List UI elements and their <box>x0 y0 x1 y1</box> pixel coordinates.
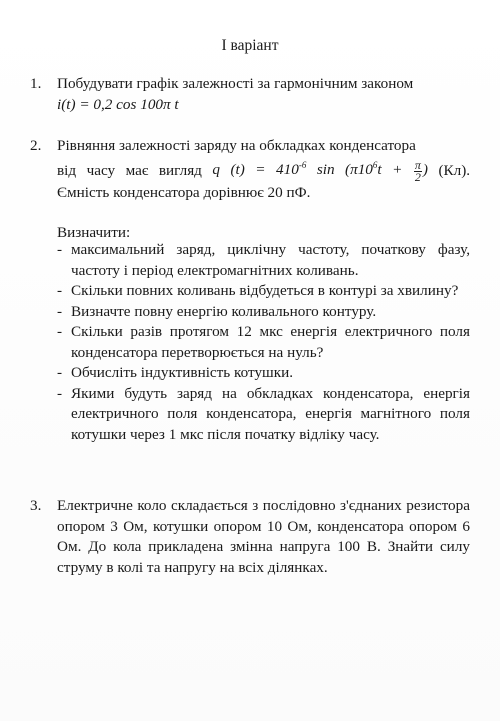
question-item: - Якими будуть заряд на обкладках конденсатора, енергія електричного поля конденсатора, енергія магнітного поля котушки через 1 мкс після початку відліку часу. <box>57 384 470 443</box>
determine-label: Визначити: <box>57 224 131 241</box>
task-1-body <box>57 74 470 115</box>
equation-q-exponent: -6 <box>298 160 307 171</box>
task-3 <box>30 496 470 578</box>
task-2 <box>30 136 470 244</box>
fraction-denominator: 2 <box>414 169 421 184</box>
question-item: - Визначте повну енергію коливального контуру. <box>57 302 377 320</box>
task-1-number: 1. <box>30 75 42 92</box>
equation-t-text: t + <box>377 161 403 179</box>
question-item: - Обчисліть індуктивність котушки. <box>57 364 294 381</box>
question-list <box>57 240 470 445</box>
task-2-intro: Рівняння залежності заряду на обкладках конденсатора <box>57 137 416 154</box>
equation-prefix: від часу має вигляд <box>57 161 202 179</box>
equation-close-paren: ) <box>422 161 428 179</box>
task-1-text: Побудувати графік залежності за гармонічним законом <box>57 75 414 92</box>
question-item: - Скільки разів протягом 12 мкс енергія електричного поля конденсатора перетворюється на нуль? <box>57 323 470 361</box>
equation-unit: (Кл). <box>438 161 471 179</box>
task-3-body <box>57 496 470 578</box>
fraction-numerator: π <box>414 157 421 172</box>
equation-fraction <box>414 157 422 184</box>
equation-sin-exponent: 6 <box>372 160 378 171</box>
task-3-text: Електричне коло складається з послідовно з'єднаних резистора опором 3 Ом, котушки опором 10 Ом, конденсатора опором 6 Ом. До кола прикладена змінна напруга 100 В. Знайти силу струму в колі та напругу на всіх ділянках. <box>57 497 470 576</box>
question-item: - Скільки повних коливань відбудеться в контурі за хвилину? <box>57 282 459 299</box>
task-2-equation-line <box>57 157 471 184</box>
task-1 <box>30 74 470 115</box>
task-2-capacity: Ємність конденсатора дорівнює 20 пФ. <box>57 183 311 201</box>
variant-title: І варіант <box>221 37 279 54</box>
equation-q-text: q (t) = 410 <box>212 161 299 179</box>
question-item: - максимальний заряд, циклічну частоту, початкову фазу, частоту і період електромагнітних коливань. <box>57 241 470 279</box>
equation-charge <box>212 157 428 184</box>
task-2-questions <box>30 240 470 445</box>
equation-sin-text: sin (π10 <box>316 161 373 179</box>
task-1-formula: i(t) = 0,2 cos 100π t <box>57 95 179 113</box>
task-3-number: 3. <box>30 497 42 514</box>
task-2-number: 2. <box>30 137 42 154</box>
task-2-body <box>57 136 470 244</box>
